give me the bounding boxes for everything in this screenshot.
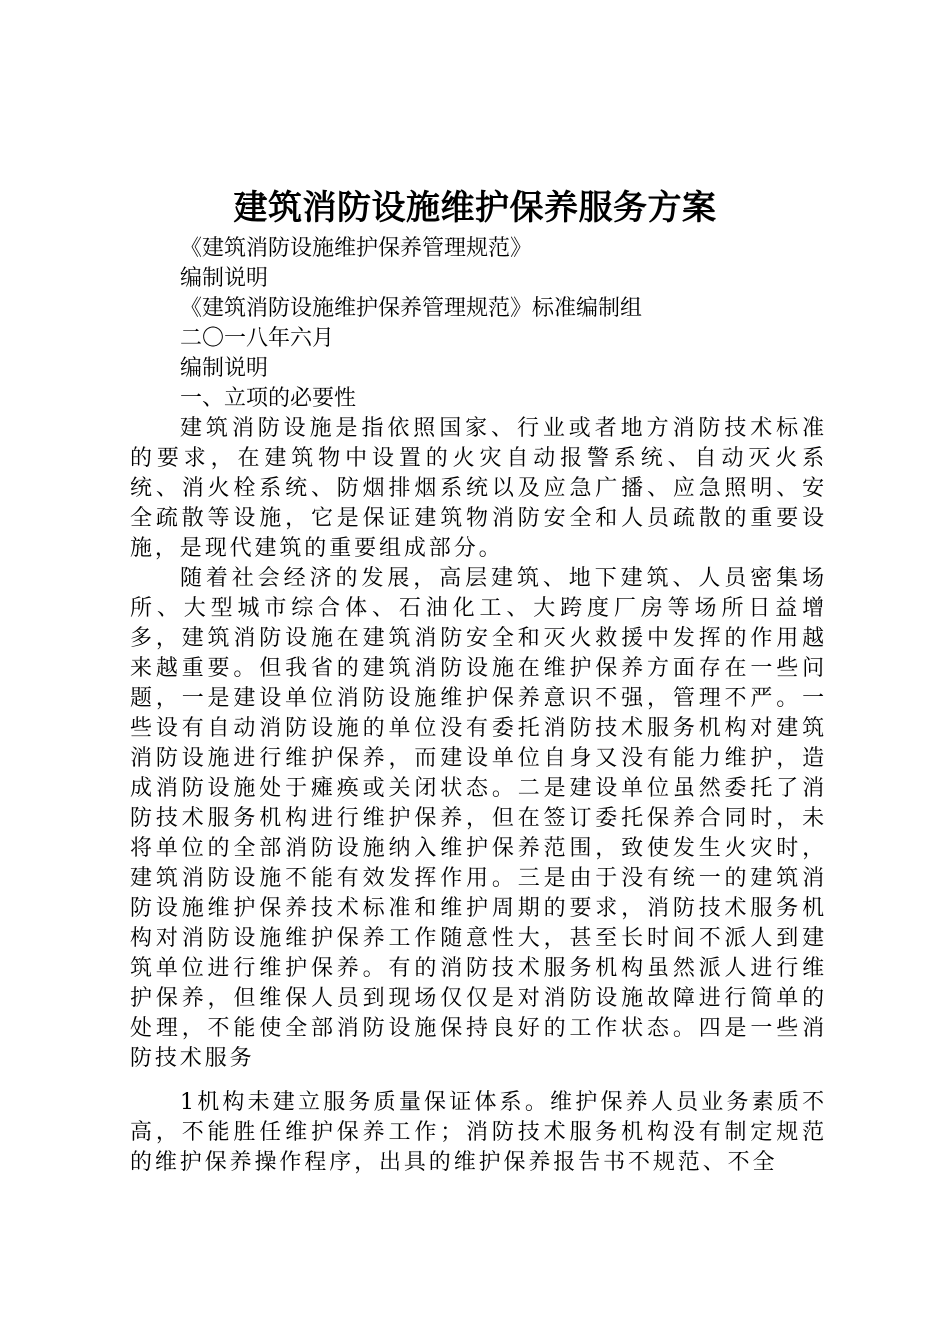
paragraph-continuation: 1机构未建立服务质量保证体系。维护保养人员业务素质不高，不能胜任维护保养工作；消防技术服务机构没有制定规范的维护保养操作程序，出具的维护保养报告书不规范、不全 xyxy=(130,1090,827,1175)
compilation-notes-heading: 编制说明 xyxy=(180,356,269,381)
compilation-notes-line: 编制说明 xyxy=(180,266,269,291)
compilation-group-line: 《建筑消防设施维护保养管理规范》标准编制组 xyxy=(180,296,643,321)
document-title: 建筑消防设施维护保养服务方案 xyxy=(233,188,717,228)
regulation-name-line: 《建筑消防设施维护保养管理规范》 xyxy=(180,236,533,261)
paragraph-problems: 随着社会经济的发展，高层建筑、地下建筑、人员密集场所、大型城市综合体、石油化工、大跨度厂房等场所日益增多，建筑消防设施在建筑消防安全和灭火救援中发挥的作用越来越重要。但我省的建筑消防设施在维护保养方面存在一些问题，一是建设单位消防设施维护保养意识不强，管理不严。一些设有自动消防设施的单位没有委托消防技术服务机构对建筑消防设施进行维护保养，而建设单位自身又没有能力维护，造成消防设施处于瘫痪或关闭状态。二是建设单位虽然委托了消防技术服务机构进行维护保养，但在签订委托保养合同时，未将单位的全部消防设施纳入维护保养范围，致使发生火灾时，建筑消防设施不能有效发挥作用。三是由于没有统一的建筑消防设施维护保养技术标准和维护周期的要求，消防技术服务机构对消防设施维护保养工作随意性大，甚至长时间不派人到建筑单位进行维护保养。有的消防技术服务机构虽然派人进行维护保养，但维保人员到现场仅仅是对消防设施故障进行简单的处理，不能使全部消防设施保持良好的工作状态。四是一些消防技术服务 xyxy=(130,566,827,1071)
document-body xyxy=(130,234,827,1178)
section-heading: 一、立项的必要性 xyxy=(180,386,357,411)
paragraph-definition: 建筑消防设施是指依照国家、行业或者地方消防技术标准的要求，在建筑物中设置的火灾自动报警系统、自动灭火系统、消火栓系统、防烟排烟系统以及应急广播、应急照明、安全疏散等设施，它是保证建筑物消防安全和人员疏散的重要设施，是现代建筑的重要组成部分。 xyxy=(130,416,827,561)
date-line: 二〇一八年六月 xyxy=(180,326,335,351)
